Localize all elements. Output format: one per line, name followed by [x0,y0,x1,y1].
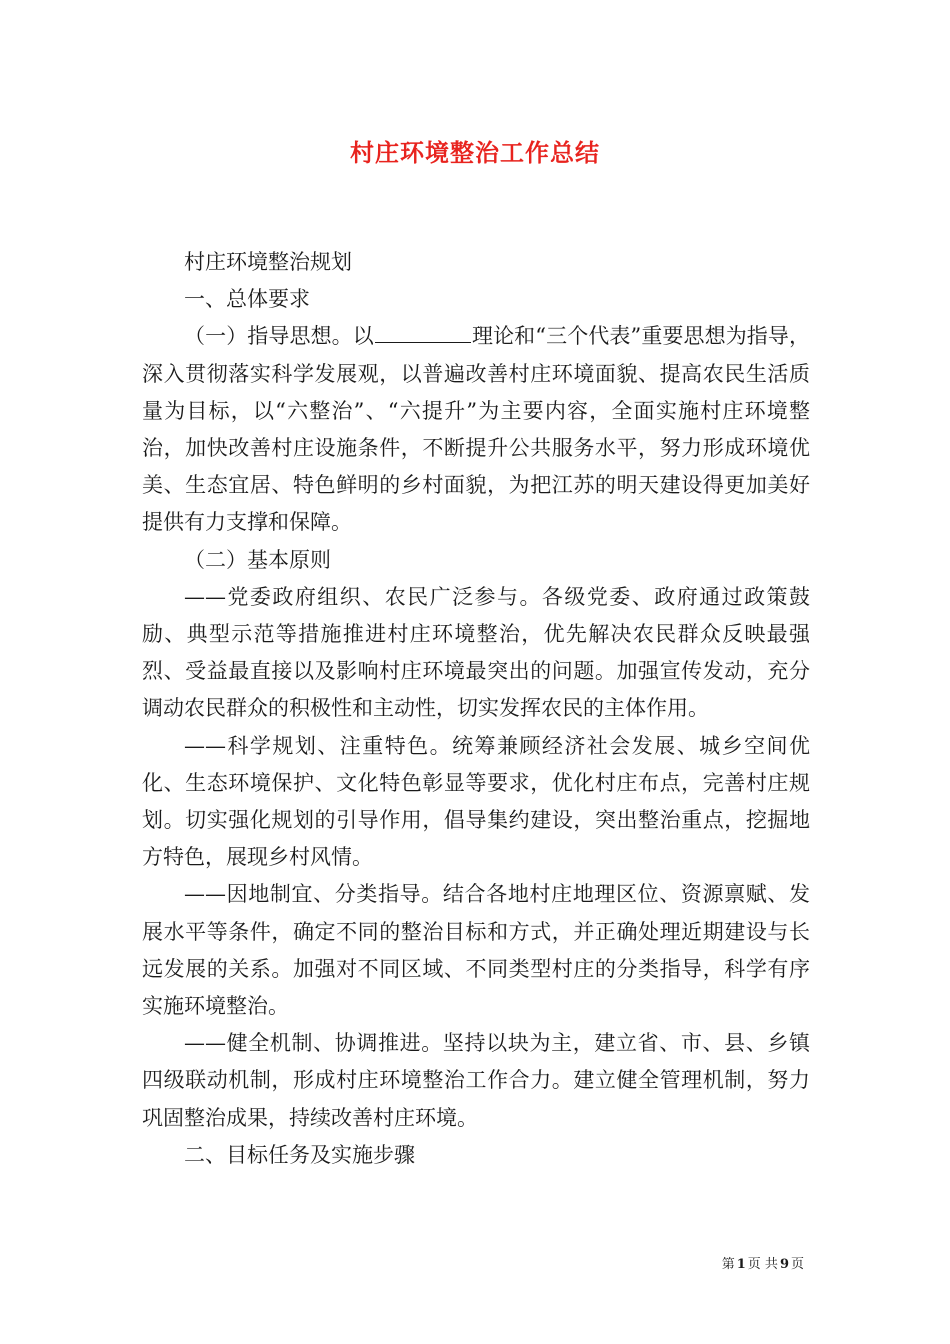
footer-prefix: 第 [721,1257,735,1272]
footer-current-page: 1 [736,1257,746,1272]
paragraph-principle-4: ——健全机制、协调推进。坚持以块为主，建立省、市、县、乡镇四级联动机制，形成村庄环境整治工作合力。建立健全管理机制，努力巩固整治成果，持续改善村庄环境。 [142,1031,810,1130]
paragraph-principle-2: ——科学规划、注重特色。统筹兼顾经济社会发展、城乡空间优化、生态环境保护、文化特色彰显等要求，优化村庄布点，完善村庄规划。切实强化规划的引导作用，倡导集约建设，突出整治重点，挖掘地方特色，展现乡村风情。 [142,733,810,870]
section-heading-targets: 二、目标任务及实施步骤 [184,1142,415,1167]
footer-total-pages: 9 [779,1257,789,1272]
section-heading-general-requirements: 一、总体要求 [184,287,310,312]
paragraph-guiding-ideology-start: （一）指导思想。以 [184,324,374,349]
paragraph-principle-3: ——因地制宜、分类指导。结合各地村庄地理区位、资源禀赋、发展水平等条件，确定不同的整治目标和方式，并正确处理近期建设与长远发展的关系。加强对不同区域、不同类型村庄的分类指导，科学有序实施环境整治。 [142,882,810,1019]
paragraph-guiding-ideology-rest: 理论和“三个代表”重要思想为指导，深入贯彻落实科学发展观，以普遍改善村庄环境面貌、提高农民生活质量为目标，以“六整治”、“六提升”为主要内容，全面实施村庄环境整治，加快改善村庄设施条件，不断提升公共服务水平，努力形成环境优美、生态宜居、特色鲜明的乡村面貌，为把江苏的明天建设得更加美好提供有力支撑和保障。 [142,324,810,535]
paragraph-guiding-ideology [142,318,810,541]
footer-suffix: 页 [790,1257,804,1272]
footer-middle: 页 共 [747,1257,778,1272]
subsection-heading-basic-principles: （二）基本原则 [184,547,331,572]
page-footer [722,1253,804,1272]
paragraph-principle-1: ——党委政府组织、农民广泛参与。各级党委、政府通过政策鼓励、典型示范等措施推进村庄环境整治，优先解决农民群众反映最强烈、受益最直接以及影响村庄环境最突出的问题。加强宣传发动，充分调动农民群众的积极性和主动性，切实发挥农民的主体作用。 [142,584,810,721]
document-body [142,244,810,1174]
section-heading-plan: 村庄环境整治规划 [184,250,352,274]
document-title: 村庄环境整治工作总结 [350,138,600,167]
blank-underline [375,324,471,343]
